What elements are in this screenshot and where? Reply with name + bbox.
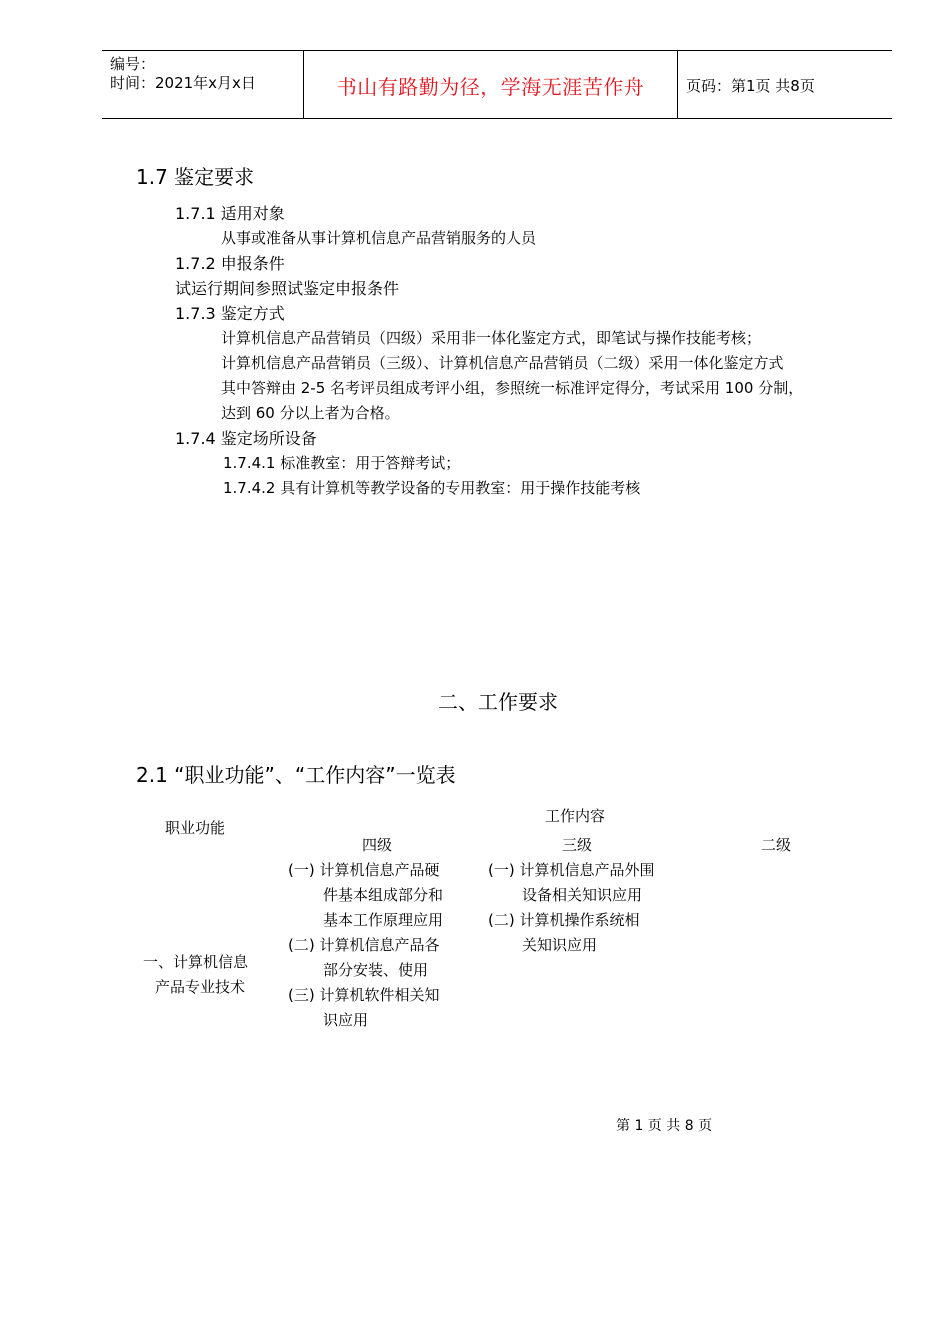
section-1-7-4-item: 1.7.4.2 具有计算机等教学设备的专用教室：用于操作技能考核 <box>223 479 641 497</box>
level4-line: 基本工作原理应用 <box>323 911 444 929</box>
level3-line: (一) 计算机信息产品外围 <box>488 861 655 879</box>
chapter-2-title: 二、工作要求 <box>438 690 558 714</box>
time-label: 时间：2021年x月x日 <box>110 74 256 92</box>
level4-line: (一) 计算机信息产品硬 <box>288 861 440 879</box>
col-header-function: 职业功能 <box>165 819 226 837</box>
header-meta-cell <box>102 51 304 118</box>
serial-number-label: 编号： <box>110 55 156 73</box>
level3-line: (二) 计算机操作系统相 <box>488 911 640 929</box>
row-function-line: 产品专业技术 <box>155 978 246 996</box>
section-2-1-title: 2.1 “职业功能”、“工作内容”一览表 <box>136 763 456 787</box>
section-1-7-4-item: 1.7.4.1 标准教室：用于答辩考试； <box>223 454 461 472</box>
level4-line: 件基本组成部分和 <box>323 886 444 904</box>
motto-text: 书山有路勤为径，学海无涯苦作舟 <box>336 75 645 99</box>
col-header-content: 工作内容 <box>545 807 606 825</box>
section-1-7-3-line: 其中答辩由 2-5 名考评员组成考评小组，参照统一标准评定得分，考试采用 100 分制， <box>221 379 804 397</box>
col-header-level4: 四级 <box>362 836 393 854</box>
row-function-line: 一、计算机信息 <box>143 953 249 971</box>
level4-line: 识应用 <box>323 1011 369 1029</box>
section-1-7-3-line: 计算机信息产品营销员（三级）、计算机信息产品营销员（二级）采用一体化鉴定方式 <box>221 354 784 372</box>
header-motto-cell <box>304 51 678 118</box>
section-1-7-4-title: 1.7.4 鉴定场所设备 <box>175 429 317 448</box>
col-header-level2: 二级 <box>761 836 792 854</box>
page-footer: 第 1 页 共 8 页 <box>616 1118 713 1134</box>
header-page-cell <box>678 51 892 118</box>
level4-line: 部分安装、使用 <box>323 961 429 979</box>
level3-line: 设备相关知识应用 <box>522 886 643 904</box>
page-code: 页码：第1页 共8页 <box>686 77 815 95</box>
section-1-7-2-title: 1.7.2 申报条件 <box>175 254 285 273</box>
section-1-7-3-line: 达到 60 分以上者为合格。 <box>221 404 400 422</box>
section-1-7-3-line: 计算机信息产品营销员（四级）采用非一体化鉴定方式，即笔试与操作技能考核； <box>221 329 762 347</box>
section-1-7-2-text: 试运行期间参照试鉴定申报条件 <box>175 279 400 298</box>
level3-line: 关知识应用 <box>522 936 598 954</box>
section-1-7-1-text: 从事或准备从事计算机信息产品营销服务的人员 <box>221 229 537 247</box>
section-1-7-1-title: 1.7.1 适用对象 <box>175 204 285 223</box>
document-header <box>102 50 892 119</box>
section-1-7-3-title: 1.7.3 鉴定方式 <box>175 304 285 323</box>
col-header-level3: 三级 <box>562 836 593 854</box>
level4-line: (三) 计算机软件相关知 <box>288 986 440 1004</box>
section-1-7-title: 1.7 鉴定要求 <box>136 165 255 189</box>
level4-line: (二) 计算机信息产品各 <box>288 936 440 954</box>
